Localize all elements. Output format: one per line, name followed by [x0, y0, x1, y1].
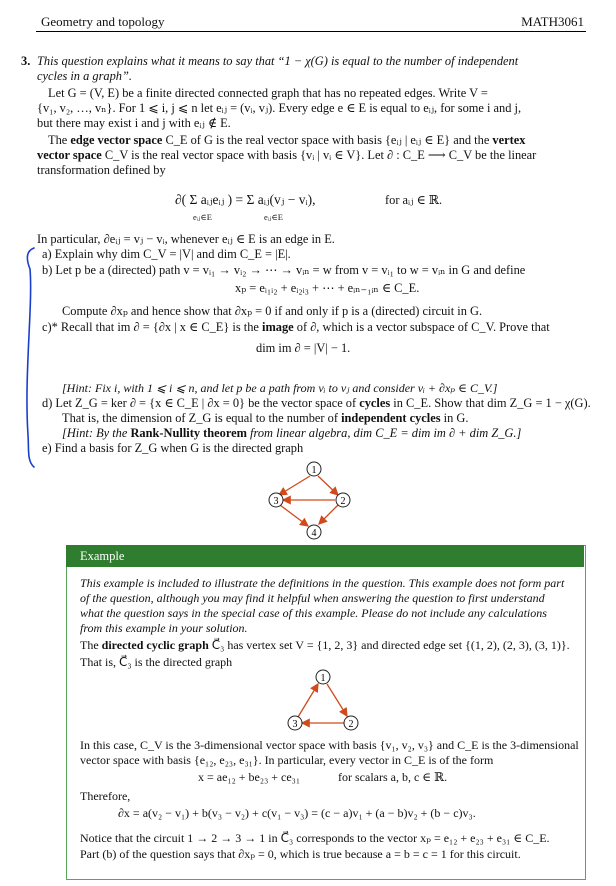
handwritten-bracket-mark — [18, 245, 40, 470]
vertex-1 — [316, 670, 330, 684]
para2-line-3: transformation defined by — [37, 163, 166, 177]
boundary-eq-sub-1: eᵢⱼ∈E — [193, 212, 212, 222]
boundary-eq-sub-2: eᵢⱼ∈E — [264, 212, 283, 222]
part-b-compute: Compute ∂xₚ and hence show that ∂xₚ = 0 if and only if p is a (directed) circuit in G. — [62, 304, 483, 318]
example-therefore-equation: ∂x = a(v₂ − v₁) + b(v₃ − v₂) + c(v₁ − v₃) = (c − a)v₁ + (a − b)v₂ + (b − c)v₃. — [118, 806, 476, 820]
header-course-code: MATH3061 — [521, 14, 584, 29]
question-number: 3. — [21, 54, 31, 68]
example-intro-line-2: of the question, although you may find it helpful when answering the question to first understand — [80, 591, 545, 605]
svg-text:1: 1 — [311, 465, 317, 476]
example-therefore: Therefore, — [80, 789, 131, 803]
para1-line-2: {v₁, v₂, …, vₙ}. For 1 ⩽ i, j ⩽ n let eᵢⱼ = (vᵢ, vⱼ). Every edge e ∈ E is equal to eᵢⱼ, for some i and j, — [37, 101, 522, 115]
term-image: image — [262, 320, 294, 334]
part-b-equation: xₚ = eᵢ₁ᵢ₂ + eᵢ₂ᵢ₃ + ⋯ + eᵢₙ₋₁ᵢₙ ∈ C_E. — [235, 281, 420, 295]
part-e: e) Find a basis for Z_G when G is the directed graph — [42, 441, 304, 455]
example-notice-line-1: Notice that the circuit 1 → 2 → 3 → 1 in C⃗₃ corresponds to the vector xₚ = e₁₂ + e₂₃ + e₃₁ ∈ C_E. — [80, 831, 550, 845]
vertex-2 — [344, 716, 358, 730]
directed-graph-four-vertices — [260, 457, 370, 547]
svg-text:2: 2 — [348, 719, 354, 730]
para2-line-2: vector space C_V is the real vector space with basis {vᵢ | vᵢ ∈ V}. Let ∂ : C_E ⟶ C_V be the linear — [37, 148, 537, 162]
term-cycles: cycles — [359, 396, 391, 410]
question-intro-line-2: cycles in a graph”. — [37, 69, 132, 83]
part-c: c)* Recall that im ∂ = {∂x | x ∈ C_E} is the image of ∂, which is a vector subspace of C_V. Prove that — [42, 320, 550, 334]
question-intro-line-1: This question explains what it means to say that “1 − χ(G) is equal to the number of independent — [37, 54, 519, 68]
part-d-hint: [Hint: By the Rank-Nullity theorem from linear algebra, dim C_E = dim im ∂ + dim Z_G.] — [62, 426, 522, 440]
example-notice-line-2: Part (b) of the question says that ∂xₚ = 0, which is true because a = b = c = 1 for this circuit. — [80, 847, 521, 861]
term-vertex: vertex — [492, 133, 526, 147]
example-intro-line-4: from this example in your solution. — [80, 621, 248, 635]
term-vector-space: vector space — [37, 148, 102, 162]
part-b: b) Let p be a (directed) path v = vᵢ₁ → vᵢ₂ → ⋯ → vᵢₙ = w from v = vᵢ₁ to w = vᵢₙ in G and define — [42, 263, 526, 277]
svg-text:2: 2 — [340, 496, 346, 507]
example-case-line-2: vector space with basis {e₁₂, e₂₃, e₃₁}. In particular, every vector in C_E is of the form — [80, 753, 494, 767]
example-intro-line-3: what the question says in the special case of this example. Please do not include any calculations — [80, 606, 547, 620]
example-definition: The directed cyclic graph C⃗₃ has vertex set V = {1, 2, 3} and directed edge set {(1, 2), (2, 3), (3, 1)}. — [80, 638, 570, 652]
para1-line-1: Let G = (V, E) be a finite directed connected graph that has no repeated edges. Write V = — [48, 86, 488, 100]
example-case-condition: for scalars a, b, c ∈ ℝ. — [338, 770, 448, 784]
edge-1-2 — [318, 476, 338, 495]
term-directed-cyclic-graph: directed cyclic graph — [101, 638, 209, 652]
vertex-1 — [307, 462, 321, 476]
svg-text:3: 3 — [292, 719, 298, 730]
boundary-equation: ∂( Σ aᵢⱼeᵢⱼ ) = Σ aᵢⱼ(vⱼ − vᵢ), — [175, 192, 316, 207]
svg-text:4: 4 — [311, 528, 317, 539]
vertex-2 — [336, 493, 350, 507]
para1-line-3: but there may exist i and j with eᵢⱼ ∉ E. — [37, 116, 231, 130]
term-independent-cycles: independent cycles — [341, 411, 441, 425]
edge-2-4 — [319, 505, 338, 524]
vertex-3 — [288, 716, 302, 730]
in-particular: In particular, ∂eᵢⱼ = vⱼ − vᵢ, whenever eᵢⱼ ∈ E is an edge in E. — [37, 232, 335, 246]
part-d: d) Let Z_G = ker ∂ = {x ∈ C_E | ∂x = 0} be the vector space of cycles in C_E. Show that dim Z_G = 1 − χ(G). — [42, 396, 591, 410]
example-intro-line-1: This example is included to illustrate the definitions in the question. This example does not form part — [80, 576, 565, 590]
vertex-4 — [307, 525, 321, 539]
term-rank-nullity: Rank-Nullity theorem — [130, 426, 247, 440]
svg-text:3: 3 — [273, 496, 279, 507]
example-case-equation: x = ae₁₂ + be₂₃ + ce₃₁ — [198, 770, 301, 784]
boundary-eq-condition: for aᵢⱼ ∈ ℝ. — [385, 193, 443, 207]
svg-text:1: 1 — [320, 673, 326, 684]
part-a: a) Explain why dim C_V = |V| and dim C_E = |E|. — [42, 247, 291, 261]
header-course-title: Geometry and topology — [41, 14, 165, 29]
part-c-hint: [Hint: Fix i, with 1 ⩽ i ⩽ n, and let p be a path from vᵢ to vⱼ and consider vᵢ + ∂xₚ ∈ C_V.] — [62, 381, 498, 395]
example-title: Example — [80, 549, 125, 563]
edge-1-3 — [279, 476, 310, 495]
vertex-3 — [269, 493, 283, 507]
example-case-line-1: In this case, C_V is the 3-dimensional vector space with basis {v₁, v₂, v₃} and C_E is the 3-dimensional — [80, 738, 579, 752]
edge-3-1 — [298, 684, 318, 717]
part-c-equation: dim im ∂ = |V| − 1. — [256, 341, 351, 355]
part-d-line-2: That is, the dimension of Z_G is equal to the number of independent cycles in G. — [62, 411, 469, 425]
edge-3-4 — [280, 505, 308, 526]
example-header-bar — [66, 545, 584, 567]
directed-cyclic-graph-c3 — [282, 667, 362, 737]
term-edge-vector-space: edge vector space — [70, 133, 163, 147]
edge-1-2 — [327, 684, 347, 716]
header-rule — [36, 31, 586, 32]
para2-line-1: The edge vector space C_E of G is the real vector space with basis {eᵢⱼ | eᵢⱼ ∈ E} and the vertex — [48, 133, 526, 147]
example-definition-line-2: That is, C⃗₃ is the directed graph — [80, 655, 233, 669]
